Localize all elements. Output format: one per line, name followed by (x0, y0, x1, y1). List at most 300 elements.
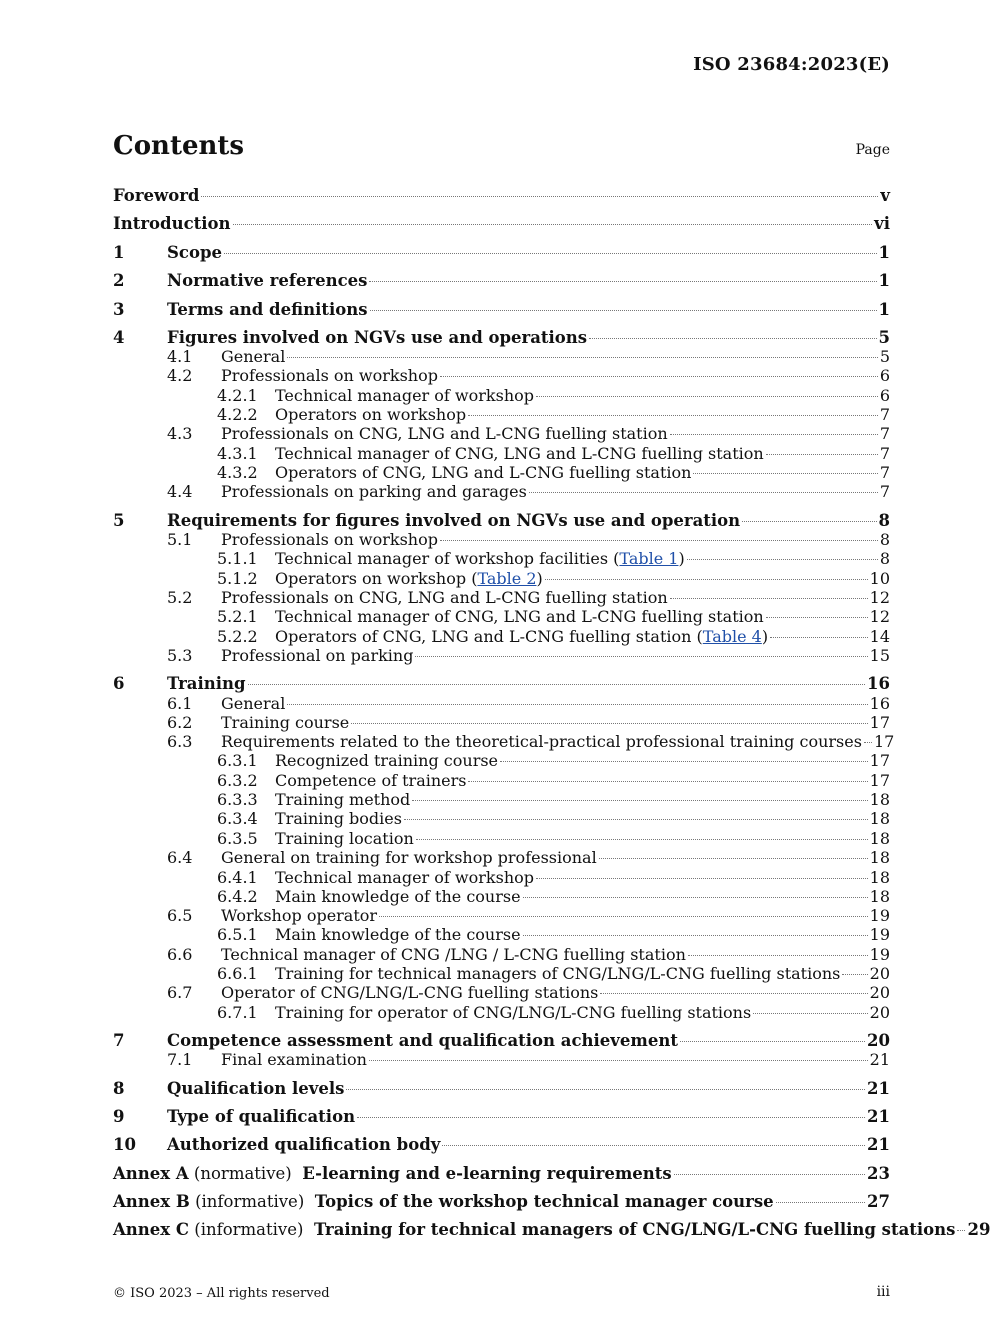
toc-entry-title (221, 347, 285, 366)
toc-entry-title-text: Training course (221, 713, 350, 732)
toc-entry-title-text: Authorized qualification body (167, 1135, 441, 1154)
dot-leader (670, 434, 878, 435)
dot-leader (687, 559, 878, 560)
toc-entry-title-text: Operators on workshop (275, 405, 467, 424)
toc-entry-title (167, 271, 367, 290)
toc-entry-number: 6.5 (167, 906, 193, 925)
toc-entry-title (167, 1107, 355, 1126)
toc-entry-number: 7.1 (167, 1050, 193, 1069)
dot-leader (351, 723, 867, 724)
toc-entry[interactable] (113, 1079, 890, 1099)
toc-entry[interactable] (113, 214, 890, 234)
annex-title: Training for technical managers of CNG/LNG/L-CNG fuelling stations (313, 1220, 956, 1239)
toc-entry-page: v (880, 186, 890, 205)
toc-entry-page: 19 (869, 945, 890, 964)
toc-entry[interactable] (113, 424, 890, 444)
toc-entry-number: 5.1.1 (217, 549, 258, 568)
toc-entry-title-suffix: ) (536, 569, 543, 588)
toc-entry-page: 6 (879, 366, 890, 385)
toc-entry-number: 6.4 (167, 848, 193, 867)
toc-entry-number: 8 (113, 1079, 125, 1098)
toc-entry[interactable] (113, 829, 890, 849)
dot-leader (248, 684, 866, 685)
toc-entry-number: 3 (113, 300, 125, 319)
document-id: ISO 23684:2023(E) (693, 54, 890, 75)
toc-entry-number: 6.2 (167, 713, 193, 732)
toc-entry-number: 6.4.2 (217, 887, 258, 906)
toc-entry-page: 7 (879, 463, 890, 482)
dot-leader (523, 935, 868, 936)
toc-entry-title (221, 713, 349, 732)
toc-entry-title-text: Figures involved on NGVs use and operations (167, 328, 588, 347)
toc-entry-page: 5 (879, 347, 890, 366)
toc-entry[interactable] (113, 906, 890, 926)
toc-entry-number: 6.6.1 (217, 964, 258, 983)
annex-label: Annex A (113, 1164, 189, 1183)
toc-entry-title (221, 848, 597, 867)
toc-entry-title-text: Competence of trainers (275, 771, 467, 790)
toc-entry-title-text: Technical manager of workshop (275, 868, 534, 887)
toc-entry-number: 2 (113, 271, 125, 290)
toc-entry[interactable] (113, 848, 890, 868)
toc-entry-title (221, 983, 598, 1002)
toc-entry[interactable] (113, 1135, 890, 1155)
dot-leader (370, 310, 877, 311)
dot-leader (776, 1202, 865, 1203)
toc-entry-page: 1 (878, 243, 890, 262)
toc-entry[interactable] (113, 887, 890, 907)
toc-entry-title-text: Workshop operator (221, 906, 378, 925)
toc-entry-number: 6.4.1 (217, 868, 258, 887)
dot-leader (369, 1060, 868, 1061)
toc-entry-number: 6.1 (167, 694, 193, 713)
toc-entry-title (221, 945, 686, 964)
toc-entry-page: 1 (878, 300, 890, 319)
dot-leader (201, 196, 878, 197)
toc-entry-page: 20 (869, 1003, 890, 1022)
toc-entry[interactable] (113, 243, 890, 263)
toc-entry[interactable] (113, 868, 890, 888)
dot-leader (346, 1089, 865, 1090)
toc-entry-title (221, 482, 527, 501)
toc-entry-title-text: Technical manager of workshop facilities ( (275, 549, 620, 568)
toc-entry-number: 6.7.1 (217, 1003, 258, 1022)
dot-leader (688, 955, 868, 956)
dot-leader (287, 357, 877, 358)
toc-entry-title-text: Professionals on workshop (221, 366, 438, 385)
annex-type: (normative) (188, 1164, 303, 1183)
toc-entry-title (275, 444, 764, 463)
toc-entry-title-text: Final examination (221, 1050, 367, 1069)
toc-entry-title (275, 809, 402, 828)
toc-entry-page: 21 (867, 1079, 890, 1098)
toc-entry-title (113, 214, 231, 233)
toc-entry[interactable] (113, 549, 890, 569)
toc-entry-number: 4 (113, 328, 125, 347)
toc-entry-title-suffix: ) (678, 549, 685, 568)
dot-leader (674, 1174, 865, 1175)
toc-entry-title (221, 906, 377, 925)
toc-entry-number: 5.3 (167, 646, 193, 665)
toc-entry-page: 14 (869, 627, 890, 646)
dot-leader (404, 819, 868, 820)
toc-entry-page: 17 (869, 771, 890, 790)
toc-entry[interactable] (113, 1031, 890, 1051)
toc-entry[interactable] (113, 482, 890, 502)
footer-copyright: © ISO 2023 – All rights reserved (113, 1286, 330, 1301)
table-reference-link[interactable]: Table 1 (619, 549, 679, 568)
toc-entry-number: 4.2 (167, 366, 193, 385)
toc-entry-page: 8 (879, 549, 890, 568)
toc-entry[interactable] (113, 366, 890, 386)
toc-entry-title (221, 424, 668, 443)
toc-entry[interactable] (113, 347, 890, 367)
toc-entry-title-text: Requirements for figures involved on NGVs use and operation (167, 511, 741, 530)
dot-leader (369, 281, 876, 282)
toc-entry-title (275, 887, 521, 906)
dot-leader (742, 521, 876, 522)
toc-entry-number: 6.3.1 (217, 751, 258, 770)
toc-entry-page: 18 (869, 829, 890, 848)
toc-entry-number: 1 (113, 243, 125, 262)
toc-entry[interactable] (113, 1164, 890, 1184)
toc-entry[interactable] (113, 186, 890, 206)
toc-entry-title-text: Professionals on workshop (221, 530, 438, 549)
toc-entry-number: 5.2 (167, 588, 193, 607)
toc-entry-title-text: Training for technical managers of CNG/LNG/L-CNG fuelling stations (275, 964, 841, 983)
dot-leader (224, 253, 877, 254)
toc-entry[interactable] (113, 300, 890, 320)
toc-entry-title-text: Requirements related to the theoretical-practical professional training courses (221, 732, 862, 751)
toc-entry-title-text: Operators of CNG, LNG and L-CNG fuelling station (275, 463, 692, 482)
toc-entry-title-text: Training bodies (275, 809, 402, 828)
toc-entry-title-text: Main knowledge of the course (275, 925, 521, 944)
toc-entry-title (221, 646, 413, 665)
toc-entry-title-text: General (221, 347, 286, 366)
toc-entry-title (167, 674, 246, 693)
toc-entry-title (113, 186, 199, 205)
toc-entry-page: 5 (878, 328, 890, 347)
toc-entry-title-text: Operator of CNG/LNG/L-CNG fuelling stations (221, 983, 599, 1002)
toc-entry-page: 17 (869, 713, 890, 732)
toc-entry[interactable] (113, 588, 890, 608)
toc-entry-number: 9 (113, 1107, 125, 1126)
toc-entry[interactable] (113, 925, 890, 945)
toc-entry-number: 5 (113, 511, 125, 530)
toc-entry-page: 16 (869, 694, 890, 713)
toc-entry[interactable] (113, 983, 890, 1003)
dot-leader (442, 1145, 865, 1146)
annex-title: E-learning and e-learning requirements (302, 1164, 672, 1183)
toc-entry-number: 10 (113, 1135, 136, 1154)
toc-entry-title (167, 511, 740, 530)
dot-leader (440, 540, 878, 541)
toc-entry-title-text: Training location (275, 829, 414, 848)
table-reference-link[interactable]: Table 4 (702, 627, 762, 646)
toc-entry-number: 4.3 (167, 424, 193, 443)
toc-entry-number: 4.3.2 (217, 463, 258, 482)
toc-entry-page: 8 (879, 530, 890, 549)
toc-entry-title (167, 243, 222, 262)
toc-entry-title (167, 1031, 678, 1050)
dot-leader (468, 415, 878, 416)
toc-entry[interactable] (113, 328, 890, 348)
toc-entry-number: 4.1 (167, 347, 193, 366)
toc-entry-number: 5.2.1 (217, 607, 258, 626)
toc-entry[interactable] (113, 1220, 990, 1240)
toc-entry-page: 17 (869, 751, 890, 770)
toc-entry-number: 4.2.1 (217, 386, 258, 405)
toc-entry-page: 27 (867, 1192, 890, 1211)
toc-entry[interactable] (113, 790, 890, 810)
toc-entry-title (221, 366, 438, 385)
toc-entry[interactable] (113, 386, 890, 406)
toc-entry-title (275, 964, 840, 983)
dot-leader (670, 598, 868, 599)
toc-entry[interactable] (113, 732, 895, 752)
dot-leader (766, 617, 868, 618)
toc-entry-page: 29 (967, 1220, 990, 1239)
toc-entry-title (221, 732, 862, 751)
toc-entry-title-text: Terms and definitions (167, 300, 368, 319)
dot-leader (529, 492, 878, 493)
dot-leader (233, 224, 873, 225)
dot-leader (600, 993, 867, 994)
toc-entry-number: 6 (113, 674, 125, 693)
dot-leader (693, 473, 877, 474)
annex-type: (informative) (189, 1220, 314, 1239)
annex-label: Annex B (113, 1192, 190, 1211)
toc-entry-title-text: Training for operator of CNG/LNG/L-CNG fuelling stations (275, 1003, 752, 1022)
toc-entry[interactable] (113, 694, 890, 714)
toc-entry-title-suffix: ) (761, 627, 769, 646)
toc-entry[interactable] (113, 751, 890, 771)
toc-entry-page: 6 (879, 386, 890, 405)
dot-leader (599, 858, 868, 859)
toc-entry-title-text: Type of qualification (167, 1107, 356, 1126)
dot-leader (545, 579, 868, 580)
toc-entry-title (221, 530, 438, 549)
toc-entry-title-text: General (221, 694, 286, 713)
toc-entry-page: 18 (869, 848, 890, 867)
toc-entry-title-text: Operators on workshop ( (275, 569, 478, 588)
dot-leader (357, 1117, 865, 1118)
toc-entry-title (275, 607, 764, 626)
toc-entry-title-text: Operators of CNG, LNG and L-CNG fuelling station ( (275, 627, 703, 646)
dot-leader (500, 761, 868, 762)
toc-entry[interactable] (113, 945, 890, 965)
toc-entry-page: 23 (867, 1164, 890, 1183)
toc-entry-title-text: Professionals on parking and garages (221, 482, 527, 501)
toc-entry-title (167, 300, 368, 319)
toc-entry-title (221, 588, 668, 607)
toc-entry[interactable] (113, 1192, 890, 1212)
toc-entry-title-text: Training method (275, 790, 411, 809)
toc-entry-title-text: Professionals on CNG, LNG and L-CNG fuelling station (221, 424, 668, 443)
toc-entry-title (113, 1220, 955, 1239)
toc-entry-number: 6.3.5 (217, 829, 258, 848)
dot-leader (770, 637, 868, 638)
dot-leader (440, 376, 878, 377)
toc-entry-title (275, 771, 466, 790)
dot-leader (957, 1230, 965, 1231)
toc-entry-page: 21 (867, 1107, 890, 1126)
toc-entry-page: 7 (879, 405, 890, 424)
dot-leader (753, 1013, 867, 1014)
toc-entry-page: 10 (869, 569, 890, 588)
toc-entry-number: 6.3.2 (217, 771, 258, 790)
toc-entry[interactable] (113, 271, 890, 291)
toc-entry[interactable] (113, 607, 890, 627)
toc-entry-page: 20 (867, 1031, 890, 1050)
toc-entry[interactable] (113, 530, 890, 550)
page-column-label: Page (855, 142, 890, 158)
toc-entry-title (221, 1050, 367, 1069)
toc-entry-page: 16 (867, 674, 890, 693)
dot-leader (536, 878, 868, 879)
toc-entry-page: 18 (869, 790, 890, 809)
toc-entry-title-text: Technical manager of CNG /LNG / L-CNG fuelling station (221, 945, 686, 964)
annex-label: Annex C (113, 1220, 190, 1239)
toc-entry-title (275, 829, 414, 848)
toc-entry[interactable] (113, 405, 890, 425)
toc-entry-page: 7 (879, 482, 890, 501)
toc-entry[interactable] (113, 1003, 890, 1023)
dot-leader (589, 338, 876, 339)
toc-entry-number: 6.6 (167, 945, 193, 964)
toc-entry-title (275, 627, 768, 646)
toc-entry-number: 6.7 (167, 983, 193, 1002)
dot-leader (680, 1041, 865, 1042)
toc-entry-title-text: Technical manager of workshop (275, 386, 534, 405)
toc-entry-number: 6.3 (167, 732, 193, 751)
toc-entry-page: 21 (867, 1135, 890, 1154)
footer-page-number: iii (876, 1284, 890, 1300)
dot-leader (468, 781, 867, 782)
toc-entry-page: 18 (869, 887, 890, 906)
toc-entry-title (275, 925, 521, 944)
toc-entry-number: 5.1 (167, 530, 193, 549)
toc-entry-title-text: Qualification levels (167, 1079, 345, 1098)
toc-entry-title-text: Professionals on CNG, LNG and L-CNG fuelling station (221, 588, 668, 607)
toc-entry[interactable] (113, 964, 890, 984)
toc-entry-page: 19 (869, 906, 890, 925)
toc-entry-title-text: Foreword (113, 186, 200, 205)
toc-entry-title (275, 1003, 751, 1022)
toc-entry-title (167, 328, 587, 347)
toc-entry[interactable] (113, 809, 890, 829)
toc-entry-title-text: Normative references (167, 271, 368, 290)
dot-leader (842, 974, 867, 975)
toc-entry-title (167, 1135, 440, 1154)
toc-entry-number: 7 (113, 1031, 125, 1050)
toc-entry-page: 19 (869, 925, 890, 944)
toc-entry-page: 8 (878, 511, 890, 530)
toc-entry[interactable] (113, 646, 890, 666)
dot-leader (287, 704, 867, 705)
toc-entry-number: 4.4 (167, 482, 193, 501)
toc-entry-number: 4.3.1 (217, 444, 258, 463)
toc-entry-page: 18 (869, 809, 890, 828)
toc-entry[interactable] (113, 569, 890, 589)
toc-entry-number: 6.3.3 (217, 790, 258, 809)
toc-entry[interactable] (113, 1050, 890, 1070)
toc-entry-title (113, 1192, 774, 1211)
dot-leader (523, 897, 868, 898)
toc-entry-number: 4.2.2 (217, 405, 258, 424)
toc-entry-page: 12 (869, 588, 890, 607)
toc-entry-number: 5.2.2 (217, 627, 258, 646)
toc-entry-title-text: Training (167, 674, 246, 693)
annex-type: (informative) (189, 1192, 315, 1211)
toc-entry-title (221, 694, 285, 713)
toc-entry[interactable] (113, 444, 890, 464)
toc-entry-number: 5.1.2 (217, 569, 258, 588)
contents-heading: Contents (113, 131, 245, 161)
toc-entry-title (275, 569, 543, 588)
toc-entry[interactable] (113, 674, 890, 694)
toc-entry[interactable] (113, 771, 890, 791)
toc-entry-title-text: Technical manager of CNG, LNG and L-CNG fuelling station (275, 607, 764, 626)
dot-leader (536, 396, 878, 397)
dot-leader (864, 742, 872, 743)
toc-entry-number: 6.5.1 (217, 925, 258, 944)
toc-entry[interactable] (113, 627, 890, 647)
toc-entry-title (275, 790, 410, 809)
toc-entry-title (113, 1164, 672, 1183)
toc-entry-title (275, 463, 691, 482)
toc-entry-page: 21 (869, 1050, 890, 1069)
toc-entry[interactable] (113, 463, 890, 483)
toc-entry-page: 7 (879, 444, 890, 463)
toc-entry-page: 18 (869, 868, 890, 887)
dot-leader (766, 454, 878, 455)
toc-entry[interactable] (113, 1107, 890, 1127)
toc-entry-title-text: Technical manager of CNG, LNG and L-CNG fuelling station (275, 444, 764, 463)
toc-entry-title-text: Professional on parking (221, 646, 414, 665)
dot-leader (415, 656, 867, 657)
dot-leader (416, 839, 868, 840)
toc-entry-page: vi (874, 214, 890, 233)
toc-entry-title-text: General on training for workshop professional (221, 848, 597, 867)
annex-title: Topics of the workshop technical manager course (314, 1192, 774, 1211)
dot-leader (379, 916, 868, 917)
toc-entry-number: 6.3.4 (217, 809, 258, 828)
toc-entry-page: 20 (869, 964, 890, 983)
table-reference-link[interactable]: Table 2 (477, 569, 537, 588)
toc-entry[interactable] (113, 713, 890, 733)
toc-entry-page: 15 (869, 646, 890, 665)
toc-entry-title-text: Recognized training course (275, 751, 499, 770)
toc-entry-page: 7 (879, 424, 890, 443)
toc-entry-title (275, 405, 466, 424)
toc-entry-title-text: Competence assessment and qualification achievement (167, 1031, 678, 1050)
toc-entry-title (275, 868, 534, 887)
toc-entry[interactable] (113, 511, 890, 531)
toc-entry-title-text: Introduction (113, 214, 231, 233)
toc-entry-page: 17 (873, 732, 895, 751)
toc-entry-title-text: Main knowledge of the course (275, 887, 521, 906)
toc-entry-title-text: Scope (167, 243, 223, 262)
toc-entry-page: 12 (869, 607, 890, 626)
toc-entry-title (275, 549, 685, 568)
toc-entry-title (275, 386, 534, 405)
toc-entry-title (275, 751, 498, 770)
dot-leader (412, 800, 867, 801)
toc-entry-title (167, 1079, 344, 1098)
toc-entry-page: 20 (869, 983, 890, 1002)
toc-entry-page: 1 (878, 271, 890, 290)
